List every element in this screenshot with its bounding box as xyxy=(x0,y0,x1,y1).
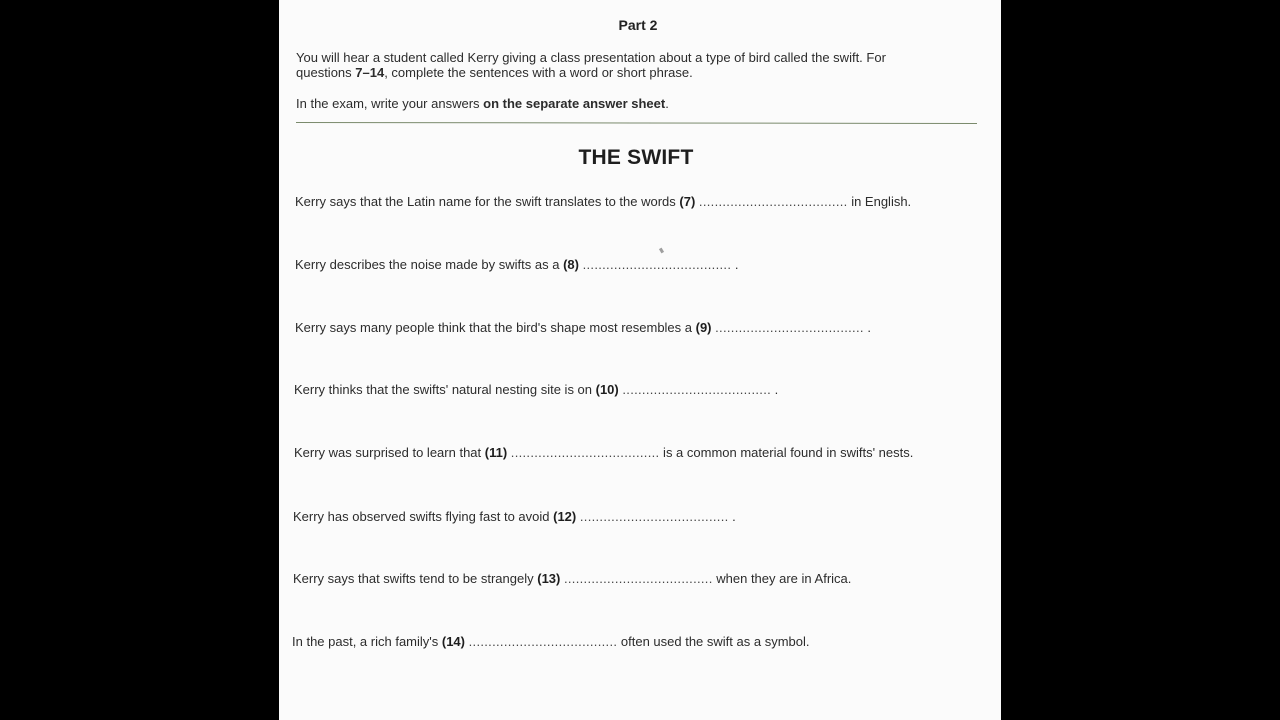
question-text-end: in English. xyxy=(847,194,912,209)
question-text: Kerry describes the noise made by swifts as a xyxy=(295,257,564,272)
answer-gap[interactable]: ...................................... xyxy=(715,320,864,335)
question-text-end: . xyxy=(731,257,739,272)
scan-speck xyxy=(659,248,664,254)
instructions-line2-post: . xyxy=(665,96,669,111)
question-text-end: often used the swift as a symbol. xyxy=(617,634,810,649)
question-number: (9) xyxy=(695,320,712,335)
question-text-end: when they are in Africa. xyxy=(712,571,852,586)
answer-gap[interactable]: ...................................... xyxy=(698,194,848,209)
question-text-end: . xyxy=(728,509,736,524)
answer-gap[interactable]: ...................................... xyxy=(510,445,660,460)
question-text: In the past, a rich family's xyxy=(292,634,442,649)
instructions-line1-pre: You will hear a student called Kerry giving a class presentation about a type of bird called the swift. For questions xyxy=(296,50,886,80)
instructions-text xyxy=(296,50,936,80)
question-text-end: is a common material found in swifts' nests. xyxy=(659,445,914,460)
answer-gap[interactable]: ...................................... xyxy=(622,382,772,397)
question-8 xyxy=(295,257,738,272)
section-title: THE SWIFT xyxy=(578,146,694,169)
question-9 xyxy=(295,320,871,335)
instructions-line2-pre: In the exam, write your answers xyxy=(296,96,484,111)
question-text-end: . xyxy=(863,320,872,335)
answer-sheet-instructions xyxy=(296,96,669,111)
question-text: Kerry thinks that the swifts' natural nesting site is on xyxy=(294,382,596,397)
question-10 xyxy=(294,382,778,397)
answer-gap[interactable]: ...................................... xyxy=(468,634,618,649)
instructions-line1-post: , complete the sentences with a word or short phrase. xyxy=(384,65,693,80)
question-text: Kerry has observed swifts flying fast to avoid xyxy=(293,509,554,524)
answer-gap[interactable]: ...................................... xyxy=(582,257,732,272)
question-text: Kerry says that the Latin name for the swift translates to the words xyxy=(295,194,680,209)
question-number: (13) xyxy=(537,571,561,586)
question-number: (14) xyxy=(441,634,465,649)
answer-gap[interactable]: ...................................... xyxy=(579,509,729,524)
question-number: (8) xyxy=(563,257,579,272)
question-12 xyxy=(293,509,736,524)
answer-gap[interactable]: ...................................... xyxy=(563,571,713,586)
question-11 xyxy=(294,445,913,460)
instructions-question-range: 7–14 xyxy=(355,65,385,80)
question-text: Kerry says that swifts tend to be strangely xyxy=(293,571,538,586)
question-13 xyxy=(293,571,851,586)
question-text-end: . xyxy=(771,382,779,397)
divider-line xyxy=(296,122,977,124)
question-text: Kerry says many people think that the bird's shape most resembles a xyxy=(295,320,696,335)
part-title: Part 2 xyxy=(618,17,658,33)
question-number: (10) xyxy=(595,382,619,397)
question-number: (11) xyxy=(484,445,508,460)
question-number: (7) xyxy=(679,194,696,209)
question-7 xyxy=(295,194,911,209)
question-number: (12) xyxy=(553,509,577,524)
exam-page xyxy=(279,0,1001,720)
question-text: Kerry was surprised to learn that xyxy=(294,445,485,460)
question-14 xyxy=(292,634,810,649)
instructions-line2-bold: on the separate answer sheet xyxy=(483,96,666,111)
